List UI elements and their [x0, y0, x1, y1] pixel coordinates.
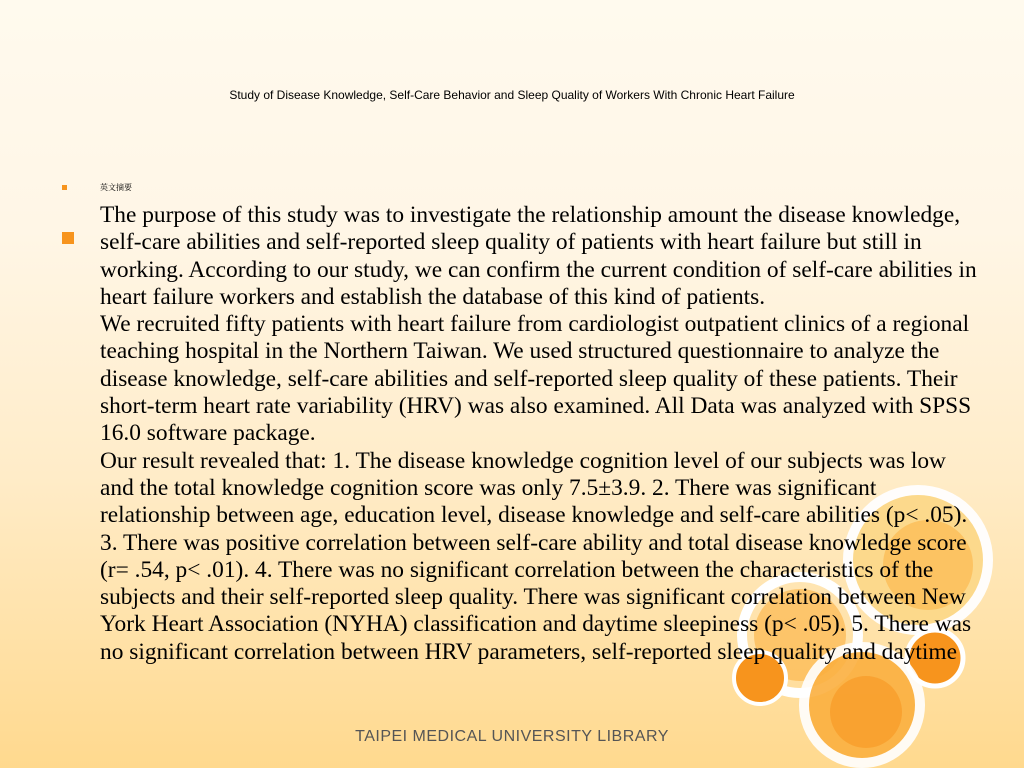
bullet-square-icon	[62, 185, 67, 190]
footer-library-label: TAIPEI MEDICAL UNIVERSITY LIBRARY	[355, 728, 669, 745]
abstract-paragraph-methods: We recruited fifty patients with heart failure from cardiologist outpatient clinics of a regional teaching hospital in the Northern Taiwan. We used structured questionnaire to analyze the disease knowledge, self-care abilities and self-reported sleep quality of these patients. Their short-term heart rate variability (HRV) was also examined. All Data was analyzed with SPSS 16.0 software package.	[100, 311, 972, 447]
abstract-paragraph-purpose: The purpose of this study was to investigate the relationship amount the disease knowledge, self-care abilities and self-reported sleep quality of patients with heart failure but still in working. According to our study, we can confirm the current condition of self-care abilities in heart failure workers and establish the database of this kind of patients.	[100, 202, 977, 310]
abstract-row	[60, 202, 980, 666]
slide-body	[60, 180, 980, 666]
section-label: 英文摘要	[100, 183, 132, 192]
abstract-paragraph-results: Our result revealed that: 1. The disease knowledge cognition level of our subjects was low and the total knowledge cognition score was only 7.5±3.9. 2. There was significant relationship between age, education level, disease knowledge and self-care abilities (p< .05). 3. There was positive correlation between self-care ability and total disease knowledge score (r= .54, p< .01). 4. There was no significant correlation between the characteristics of the subjects and their self-reported sleep quality. There was significant correlation between New York Heart Association (NYHA) classification and daytime sleepiness (p< .05). 5. There was no significant correlation between HRV parameters, self-reported sleep quality and daytime	[100, 447, 972, 665]
slide-title: Study of Disease Knowledge, Self-Care Behavior and Sleep Quality of Workers With Chronic Heart Failure	[229, 88, 795, 102]
abstract-text	[100, 202, 980, 666]
section-label-row	[60, 180, 980, 196]
bullet-square-icon	[62, 232, 74, 244]
